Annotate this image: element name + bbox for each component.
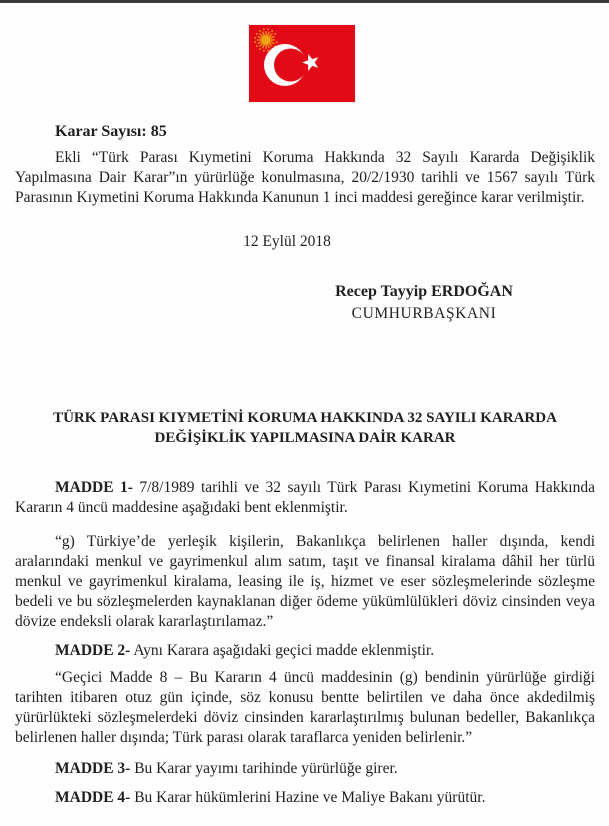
article-3-text: Bu Karar yayımı tarihinde yürürlüğe girer.: [130, 760, 398, 777]
decree-title-line1: TÜRK PARASI KIYMETİNİ KORUMA HAKKINDA 32 SAYILI KARARDA: [53, 410, 557, 426]
temporary-article-8: [15, 668, 595, 748]
article-4: [15, 788, 595, 808]
decree-title: [15, 408, 595, 448]
article-1-text: 7/8/1989 tarihli ve 32 sayılı Türk Parası Kıymetini Koruma Hakkında Kararın 4 üncü maddesine aşağıdaki bent eklenmiştir.: [15, 479, 595, 516]
article-3-label: MADDE 3-: [55, 760, 131, 777]
decree-number: Karar Sayısı: 85: [55, 123, 167, 140]
decree-body: [15, 122, 595, 808]
decree-title-line2: DEĞİŞİKLİK YAPILMASINA DAİR KARAR: [154, 430, 456, 446]
article-2: [15, 641, 595, 661]
preamble-paragraph: Ekli “Türk Parası Kıymetini Koruma Hakkında 32 Sayılı Kararda Değişiklik Yapılmasına Dair Karar”ın yürürlüğe konulmasına, 20/2/1930 tarihli ve 1567 sayılı Türk Parasının Kıymetini Koruma Hakkında Kanunun 1 inci maddesi gereğince karar verilmiştir.: [15, 149, 595, 206]
temporary-article-8-text: “Geçici Madde 8 – Bu Kararın 4 üncü maddesinin (g) bendinin yürürlüğe girdiği tarihten itibaren otuz gün içinde, söz konusu bentte belirtilen ve daha önce akdedilmiş yürürlükteki sözleşmelerdeki döviz cinsinden kararlaştırılmış bulunan bedeller, Bakanlıkça belirlenen haller dışında; Türk parası olarak taraflarca yeniden belirlenir.”: [15, 669, 595, 746]
article-3: [15, 759, 595, 779]
article-4-text: Bu Karar hükümlerini Hazine ve Maliye Bakanı yürütür.: [130, 789, 486, 806]
article-4-label: MADDE 4-: [55, 789, 131, 806]
article-1-label: MADDE 1-: [55, 479, 133, 496]
turkish-presidential-flag: [249, 25, 355, 102]
president-title: CUMHURBAŞKANI: [351, 305, 497, 322]
signature-block: [309, 282, 539, 324]
president-name: Recep Tayyip ERDOĞAN: [335, 283, 513, 300]
clause-g: [15, 532, 595, 632]
window-top-border: [0, 0, 609, 3]
clause-g-text: “g) Türkiye’de yerleşik kişilerin, Bakanlıkça belirlenen haller dışında, kendi aralarındaki menkul ve gayrimenkul alım satım, taşıt ve finansal kiralama dâhil her türlü menkul ve gayrimenkul kiralama, leasing ile iş, hizmet ve eser sözleşmelerinde sözleşme bedeli ve bu sözleşmelerden kaynaklanan diğer ödeme yükümlülükleri döviz cinsinden veya dövize endeksli olarak kararlaştırılamaz.”: [15, 533, 595, 630]
article-1: [15, 478, 595, 518]
decree-date: 12 Eylül 2018: [243, 233, 331, 250]
article-2-text: Aynı Karara aşağıdaki geçici madde eklenmiştir.: [130, 642, 435, 659]
article-2-label: MADDE 2-: [55, 642, 131, 659]
